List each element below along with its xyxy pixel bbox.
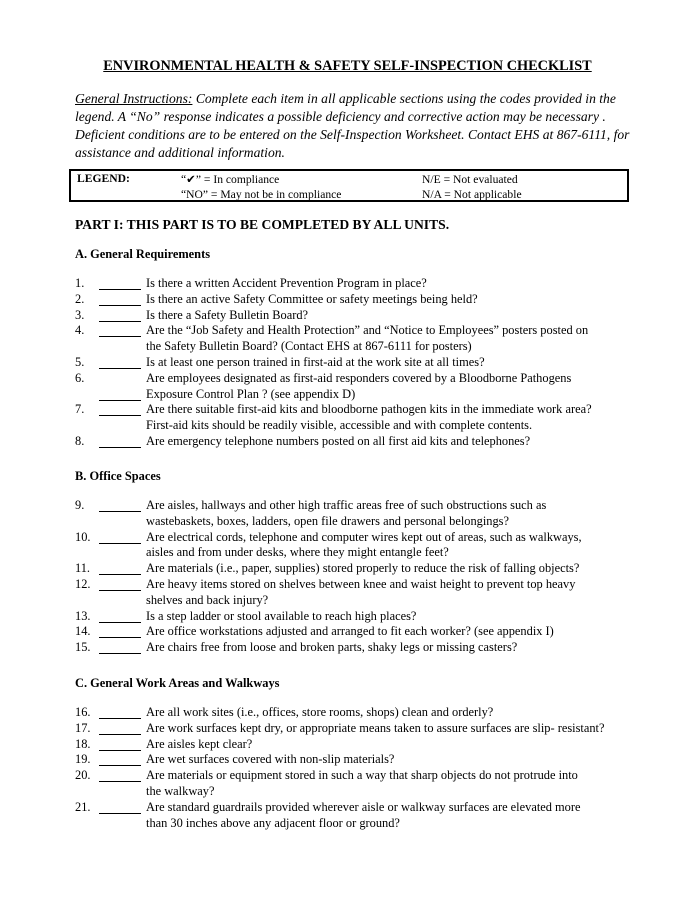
checklist-item xyxy=(75,292,635,308)
item-text-line: Are all work sites (i.e., offices, store rooms, shops) clean and orderly? xyxy=(146,705,494,719)
answer-blank[interactable] xyxy=(99,387,141,401)
item-number: 20. xyxy=(75,768,91,783)
item-text-line: than 30 inches above any adjacent floor or ground? xyxy=(146,815,400,830)
legend-ne: N/E = Not evaluated xyxy=(422,173,518,186)
item-text-line: Are office workstations adjusted and arranged to fit each worker? (see appendix I) xyxy=(146,624,554,639)
item-number: 18. xyxy=(75,736,91,751)
answer-blank[interactable] xyxy=(99,609,141,623)
checklist-item xyxy=(75,434,635,450)
section-heading: A. General Requirements xyxy=(75,247,211,261)
checklist-item xyxy=(75,323,635,355)
item-number: 1. xyxy=(75,276,85,290)
item-text-line: Exposure Control Plan ? (see appendix D) xyxy=(146,386,356,401)
answer-blank[interactable] xyxy=(99,434,141,448)
answer-blank[interactable] xyxy=(99,402,141,416)
item-text-line: Are there suitable first-aid kits and bloodborne pathogen kits in the immediate work area? xyxy=(146,402,592,417)
item-number: 17. xyxy=(75,720,91,735)
item-number: 15. xyxy=(75,640,91,655)
item-number: 3. xyxy=(75,307,85,322)
legend-na: N/A = Not applicable xyxy=(422,188,522,201)
item-number: 11. xyxy=(75,561,91,576)
legend-box xyxy=(69,169,629,202)
item-text-line: aisles and from under desks, where they might entangle feet? xyxy=(146,545,449,560)
item-text-line: Are emergency telephone numbers posted on all first aid kits and telephones? xyxy=(146,433,531,448)
page-title: ENVIRONMENTAL HEALTH & SAFETY SELF-INSPECTION CHECKLIST xyxy=(103,58,592,74)
answer-blank[interactable] xyxy=(99,355,141,369)
item-number: 2. xyxy=(75,291,85,306)
general-instructions xyxy=(75,90,635,162)
item-text-line: Are materials or equipment stored in such a way that sharp objects do not protrude into xyxy=(146,768,578,783)
item-number: 16. xyxy=(75,705,91,719)
item-number: 12. xyxy=(75,576,91,591)
checklist-item xyxy=(75,721,635,737)
checklist-item xyxy=(75,276,635,292)
checklist-item xyxy=(75,800,635,832)
checklist-item xyxy=(75,752,635,768)
checklist-item xyxy=(75,705,635,721)
answer-blank[interactable] xyxy=(99,276,141,290)
answer-blank[interactable] xyxy=(99,308,141,322)
item-number: 5. xyxy=(75,354,85,369)
checklist-item xyxy=(75,308,635,324)
item-number: 8. xyxy=(75,433,85,448)
item-number: 7. xyxy=(75,402,85,417)
item-text-line: the Safety Bulletin Board? (Contact EHS at 867-6111 for posters) xyxy=(146,339,472,354)
item-text-line: Are employees designated as first-aid responders covered by a Bloodborne Pathogens xyxy=(146,370,572,385)
item-number: 9. xyxy=(75,498,85,512)
answer-blank[interactable] xyxy=(99,705,141,719)
section-heading: C. General Work Areas and Walkways xyxy=(75,676,280,690)
item-number: 19. xyxy=(75,752,91,767)
item-text-line: Are electrical cords, telephone and computer wires kept out of areas, such as walkways, xyxy=(146,529,582,544)
answer-blank[interactable] xyxy=(99,624,141,638)
checklist-item xyxy=(75,640,635,656)
item-text-line: wastebaskets, boxes, ladders, open file drawers and personal belongings? xyxy=(146,513,510,528)
answer-blank[interactable] xyxy=(99,800,141,814)
item-text-line: Is there an active Safety Committee or safety meetings being held? xyxy=(146,291,478,306)
instructions-text: Complete each item in all applicable sections using the codes provided in the legend. A “No” response indicates a possible deficiency and corrective action may be necessary . Deficient conditions are to be entered on the Self-Inspection Worksheet. Contact EHS at 867-6111, for assistance and additional information. xyxy=(75,91,630,160)
item-text-line: First-aid kits should be readily visible, accessible and with complete contents. xyxy=(146,418,533,433)
checklist-item xyxy=(75,737,635,753)
section-office-spaces xyxy=(75,469,635,656)
checklist-item xyxy=(75,498,635,530)
item-text-line: Are the “Job Safety and Health Protection” and “Notice to Employees” posters posted on xyxy=(146,323,589,338)
checklist-item xyxy=(75,530,635,562)
checklist-item xyxy=(75,577,635,609)
item-text-line: Is there a written Accident Prevention Program in place? xyxy=(146,276,427,290)
checklist-item xyxy=(75,371,635,403)
section-heading: B. Office Spaces xyxy=(75,469,161,483)
item-text-line: the walkway? xyxy=(146,783,215,798)
section-work-areas xyxy=(75,676,635,831)
item-text-line: Are standard guardrails provided wherever aisle or walkway surfaces are elevated more xyxy=(146,799,581,814)
checklist-item xyxy=(75,768,635,800)
item-number: 21. xyxy=(75,799,91,814)
answer-blank[interactable] xyxy=(99,561,141,575)
answer-blank[interactable] xyxy=(99,752,141,766)
item-text-line: Are chairs free from loose and broken parts, shaky legs or missing casters? xyxy=(146,640,518,655)
answer-blank[interactable] xyxy=(99,323,141,337)
answer-blank[interactable] xyxy=(99,498,141,512)
item-text-line: Are work surfaces kept dry, or appropriate means taken to assure surfaces are slip- resistant? xyxy=(146,720,605,735)
item-text-line: Is there a Safety Bulletin Board? xyxy=(146,307,309,322)
item-number: 10. xyxy=(75,529,91,544)
item-text-line: Are materials (i.e., paper, supplies) stored properly to reduce the risk of falling objects? xyxy=(146,561,580,576)
legend-no: “NO” = May not be in compliance xyxy=(181,188,342,201)
item-text-line: Are aisles, hallways and other high traffic areas free of such obstructions such as xyxy=(146,498,547,512)
part-heading: PART I: THIS PART IS TO BE COMPLETED BY ALL UNITS. xyxy=(75,217,450,232)
item-text-line: Is at least one person trained in first-aid at the work site at all times? xyxy=(146,354,485,369)
item-number: 6. xyxy=(75,370,85,385)
item-number: 4. xyxy=(75,323,85,338)
answer-blank[interactable] xyxy=(99,640,141,654)
answer-blank[interactable] xyxy=(99,292,141,306)
item-number: 13. xyxy=(75,608,91,623)
legend-check: “✔” = In compliance xyxy=(181,173,280,186)
checklist-item xyxy=(75,624,635,640)
answer-blank[interactable] xyxy=(99,721,141,735)
instructions-label: General Instructions: xyxy=(75,91,193,106)
item-text-line: shelves and back injury? xyxy=(146,592,269,607)
answer-blank[interactable] xyxy=(99,577,141,591)
checklist-item xyxy=(75,609,635,625)
item-text-line: Are wet surfaces covered with non-slip materials? xyxy=(146,752,395,767)
checklist-item xyxy=(75,402,635,434)
answer-blank[interactable] xyxy=(99,737,141,751)
item-text-line: Are heavy items stored on shelves between knee and waist height to prevent top heavy xyxy=(146,576,576,591)
section-general-requirements xyxy=(75,247,635,450)
checklist-item xyxy=(75,355,635,371)
checklist-item xyxy=(75,561,635,577)
legend-label: LEGEND: xyxy=(77,172,130,185)
item-text-line: Is a step ladder or stool available to reach high places? xyxy=(146,608,417,623)
item-text-line: Are aisles kept clear? xyxy=(146,736,253,751)
answer-blank[interactable] xyxy=(99,530,141,544)
item-number: 14. xyxy=(75,624,91,639)
answer-blank[interactable] xyxy=(99,768,141,782)
